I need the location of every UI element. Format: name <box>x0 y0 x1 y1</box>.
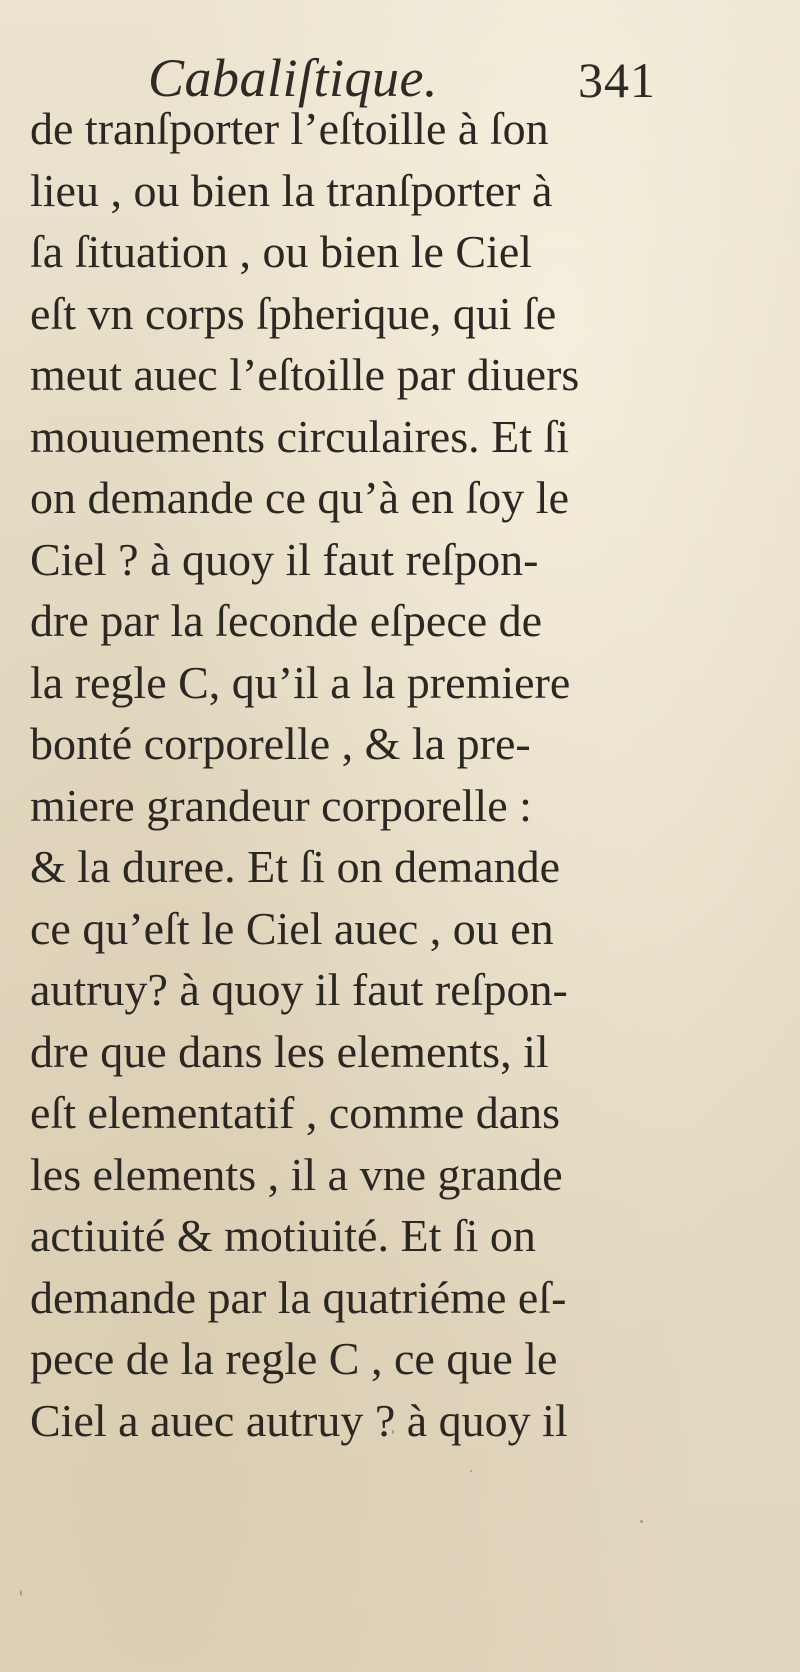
text-line: miere grandeur corporelle : <box>30 779 532 831</box>
text-line: ſa ſituation , ou bien le Ciel <box>30 226 533 277</box>
text-line: & la duree. Et ſi on demande <box>30 841 561 892</box>
text-line: ce qu’eſt le Ciel auec , ou en <box>30 902 554 954</box>
text-line: les elements , il a vne grande <box>30 1148 563 1200</box>
page-number: 341 <box>578 52 656 108</box>
text-line: dre que dans les elements, il <box>30 1025 549 1077</box>
body-text <box>30 98 690 1451</box>
text-line: dre par la ſeconde eſpece de <box>30 595 543 646</box>
text-line: actiuité & motiuité. Et ſi on <box>30 1210 536 1261</box>
text-line: mouuements circulaires. Et ſi <box>30 410 570 462</box>
text-line: meut auec l’eſtoille par diuers <box>30 349 580 400</box>
running-title: Cabaliſtique. <box>148 48 438 108</box>
text-line: Ciel a auec autruy ? à quoy il <box>30 1394 568 1446</box>
text-line: pece de la regle C , ce que le <box>30 1333 558 1384</box>
text-line: eſt elementatif , comme dans <box>30 1087 561 1138</box>
text-line: lieu , ou bien la tranſporter à <box>30 164 553 216</box>
text-line: bonté corporelle , & la pre- <box>30 718 531 769</box>
text-line: la regle C, qu’il a la premiere <box>30 656 571 708</box>
text-line: eſt vn corps ſpherique, qui ſe <box>30 287 557 339</box>
text-line: on demande ce qu’à en ſoy le <box>30 472 569 523</box>
text-line: de tranſporter l’eſtoille à ſon <box>30 103 549 154</box>
text-line: Ciel ? à quoy il faut reſpon- <box>30 533 539 585</box>
text-line: autruy? à quoy il faut reſpon- <box>30 964 568 1015</box>
text-line: demande par la quatriéme eſ- <box>30 1271 567 1323</box>
